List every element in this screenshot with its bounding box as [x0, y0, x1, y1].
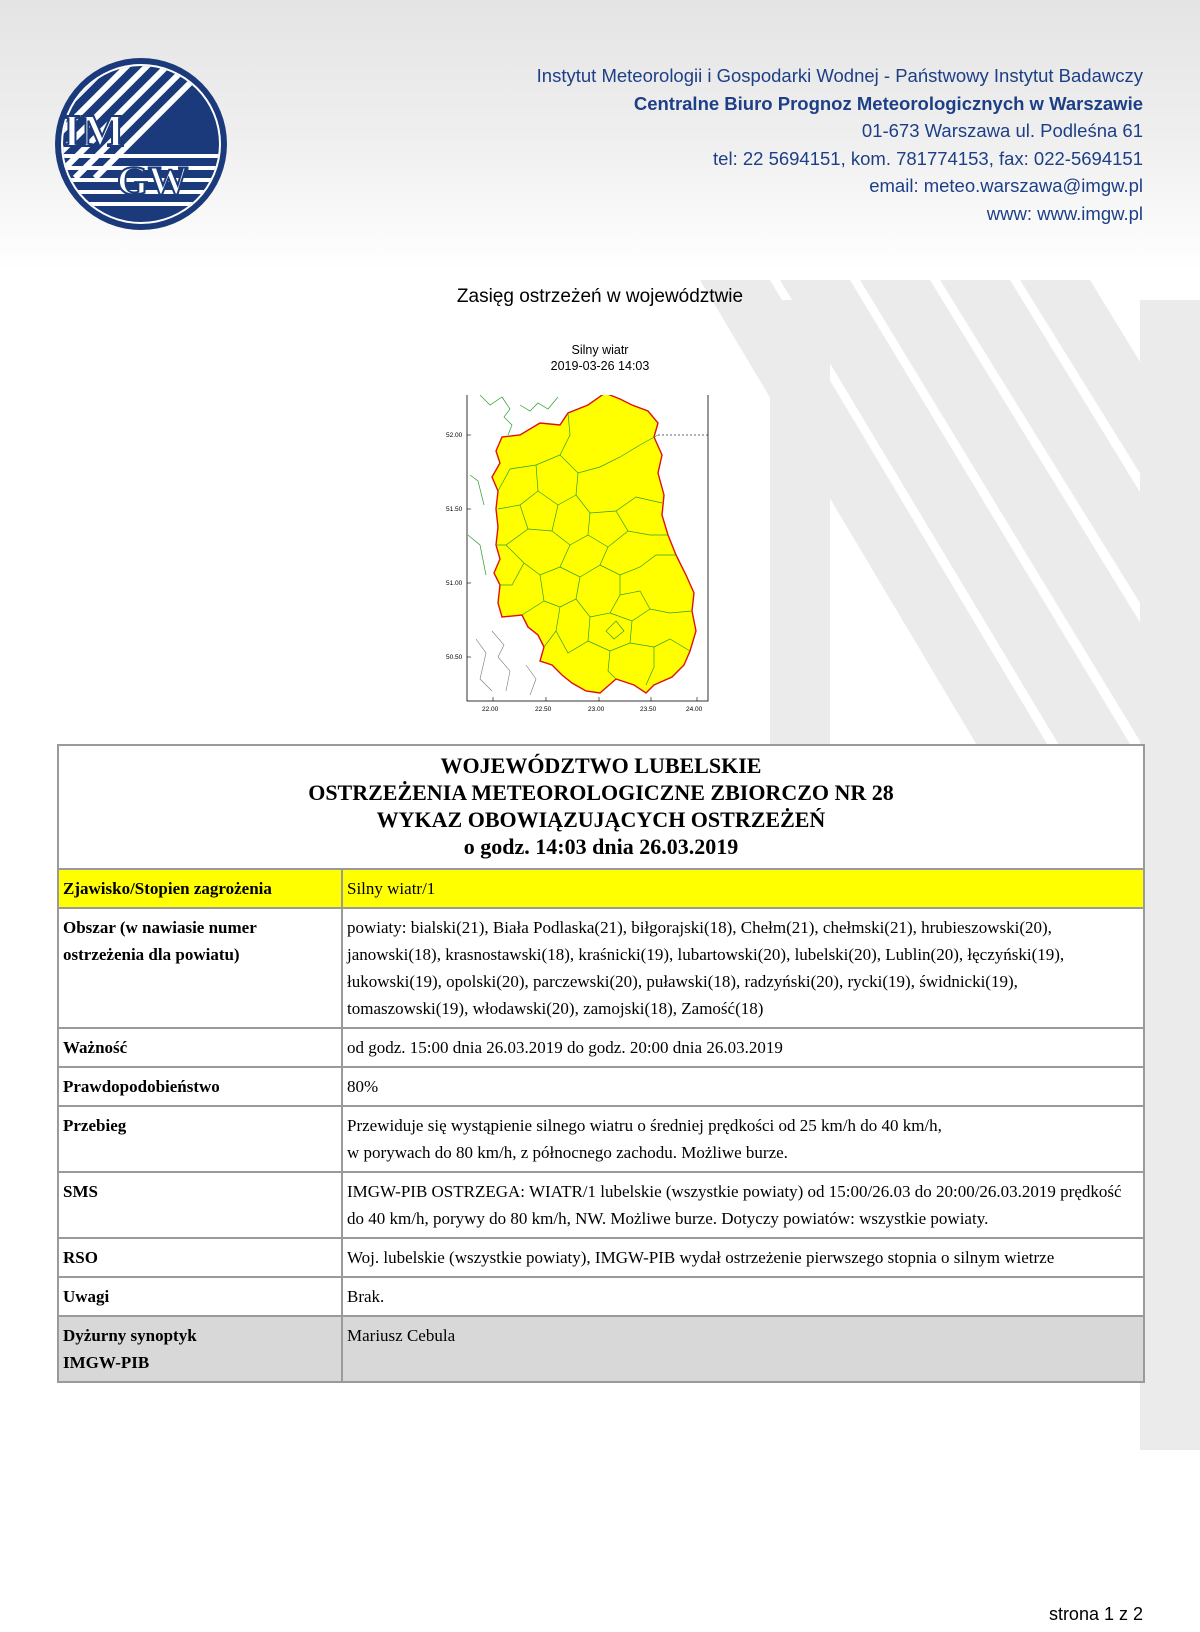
- row-label-phenomenon: Zjawisko/Stopien zagrożenia: [58, 869, 342, 908]
- title-warning-number: OSTRZEŻENIA METEOROLOGICZNE ZBIORCZO NR 28: [308, 780, 894, 805]
- row-value-area: powiaty: bialski(21), Biała Podlaska(21), biłgorajski(18), Chełm(21), chełmski(21), hrubieszowski(20), janowski(18), krasnostawski(18), kraśnicki(19), lubartowski(20), lubelski(20), Lublin(20), łęczyński(19), łukowski(19), opolski(20), parczewski(20), puławski(18), radzyński(20), rycki(19), świdnicki(19), tomaszowski(19), włodawski(20), zamojski(18), Zamość(18): [342, 908, 1144, 1028]
- x-tick-label: 22.00: [482, 706, 499, 713]
- table-row: [58, 1028, 1144, 1067]
- row-value-remarks: Brak.: [342, 1277, 1144, 1316]
- course-line: Przewiduje się wystąpienie silnego wiatru o średniej prędkości od 25 km/h do 40 km/h,: [347, 1116, 942, 1135]
- row-label-course: Przebieg: [58, 1106, 342, 1172]
- map-heading: Zasięg ostrzeżeń w województwie: [456, 286, 744, 307]
- x-tick-label: 23.50: [640, 706, 657, 713]
- forecaster-label-line: Dyżurny synoptyk: [63, 1326, 197, 1345]
- email: email: meteo.warszawa@imgw.pl: [869, 175, 1143, 196]
- address: 01-673 Warszawa ul. Podleśna 61: [861, 120, 1143, 141]
- row-label-rso: RSO: [58, 1238, 342, 1277]
- course-line: w porywach do 80 km/h, z północnego zachodu. Możliwe burze.: [347, 1143, 788, 1162]
- row-value-validity: od godz. 15:00 dnia 26.03.2019 do godz. 20:00 dnia 26.03.2019: [342, 1028, 1144, 1067]
- row-label-forecaster: [58, 1316, 342, 1382]
- table-row: [58, 1277, 1144, 1316]
- table-row: [58, 1106, 1144, 1172]
- institute-contact: [537, 62, 1143, 227]
- title-issued-at: o godz. 14:03 dnia 26.03.2019: [463, 834, 739, 859]
- imgw-logo: [55, 58, 227, 230]
- row-value-rso: Woj. lubelskie (wszystkie powiaty), IMGW-PIB wydał ostrzeżenie pierwszego stopnia o silnym wietrze: [342, 1238, 1144, 1277]
- warning-table: [57, 744, 1145, 1383]
- table-row: [58, 1316, 1144, 1382]
- row-label-sms: SMS: [58, 1172, 342, 1238]
- y-tick-label: 50.50: [446, 654, 463, 661]
- map-caption-time: 2019-03-26 14:03: [550, 359, 650, 373]
- x-tick-label: 24.00: [686, 706, 703, 713]
- title-voivodeship: WOJEWÓDZTWO LUBELSKIE: [440, 753, 762, 778]
- map-caption-phenomenon: Silny wiatr: [571, 343, 629, 357]
- bureau-name: Centralne Biuro Prognoz Meteorologicznych w Warszawie: [633, 92, 1143, 114]
- row-label-remarks: Uwagi: [58, 1277, 342, 1316]
- y-tick-label: 51.00: [446, 580, 463, 587]
- x-tick-label: 22.50: [535, 706, 552, 713]
- x-tick-label: 23.00: [588, 706, 605, 713]
- row-value-course: [342, 1106, 1144, 1172]
- logo-text-gw: GW: [117, 158, 189, 203]
- row-value-probability: 80%: [342, 1067, 1144, 1106]
- forecaster-label-line: IMGW-PIB: [63, 1353, 150, 1372]
- table-row: [58, 1238, 1144, 1277]
- phone: tel: 22 5694151, kom. 781774153, fax: 022-5694151: [713, 147, 1143, 169]
- institute-name: Instytut Meteorologii i Gospodarki Wodnej - Państwowy Instytut Badawczy: [536, 65, 1143, 86]
- row-label-validity: Ważność: [58, 1028, 342, 1067]
- row-value-sms: IMGW-PIB OSTRZEGA: WIATR/1 lubelskie (wszystkie powiaty) od 15:00/26.03 do 20:00/26.03.2019 prędkość do 40 km/h, porywy do 80 km/h, NW. Możliwe burze. Dotyczy powiatów: wszystkie powiaty.: [342, 1172, 1144, 1238]
- logo-text-im: IM: [63, 105, 125, 156]
- row-label-area: Obszar (w nawiasie numer ostrzeżenia dla powiatu): [58, 908, 342, 1028]
- row-value-forecaster: Mariusz Cebula: [342, 1316, 1144, 1382]
- website: www: www.imgw.pl: [986, 202, 1143, 224]
- y-tick-label: 51.50: [446, 506, 463, 513]
- y-tick-label: 52.00: [446, 432, 463, 439]
- page-number: strona 1 z 2: [1048, 1604, 1143, 1624]
- title-list: WYKAZ OBOWIĄZUJĄCYCH OSTRZEŻEŃ: [376, 807, 826, 832]
- map-caption: [500, 342, 700, 374]
- row-label-probability: Prawdopodobieństwo: [58, 1067, 342, 1106]
- table-row: [58, 1067, 1144, 1106]
- table-row: [58, 869, 1144, 908]
- table-row: [58, 908, 1144, 1028]
- warning-map: [440, 395, 750, 745]
- table-row: [58, 1172, 1144, 1238]
- row-value-phenomenon: Silny wiatr/1: [342, 869, 1144, 908]
- warning-title: [58, 745, 1144, 869]
